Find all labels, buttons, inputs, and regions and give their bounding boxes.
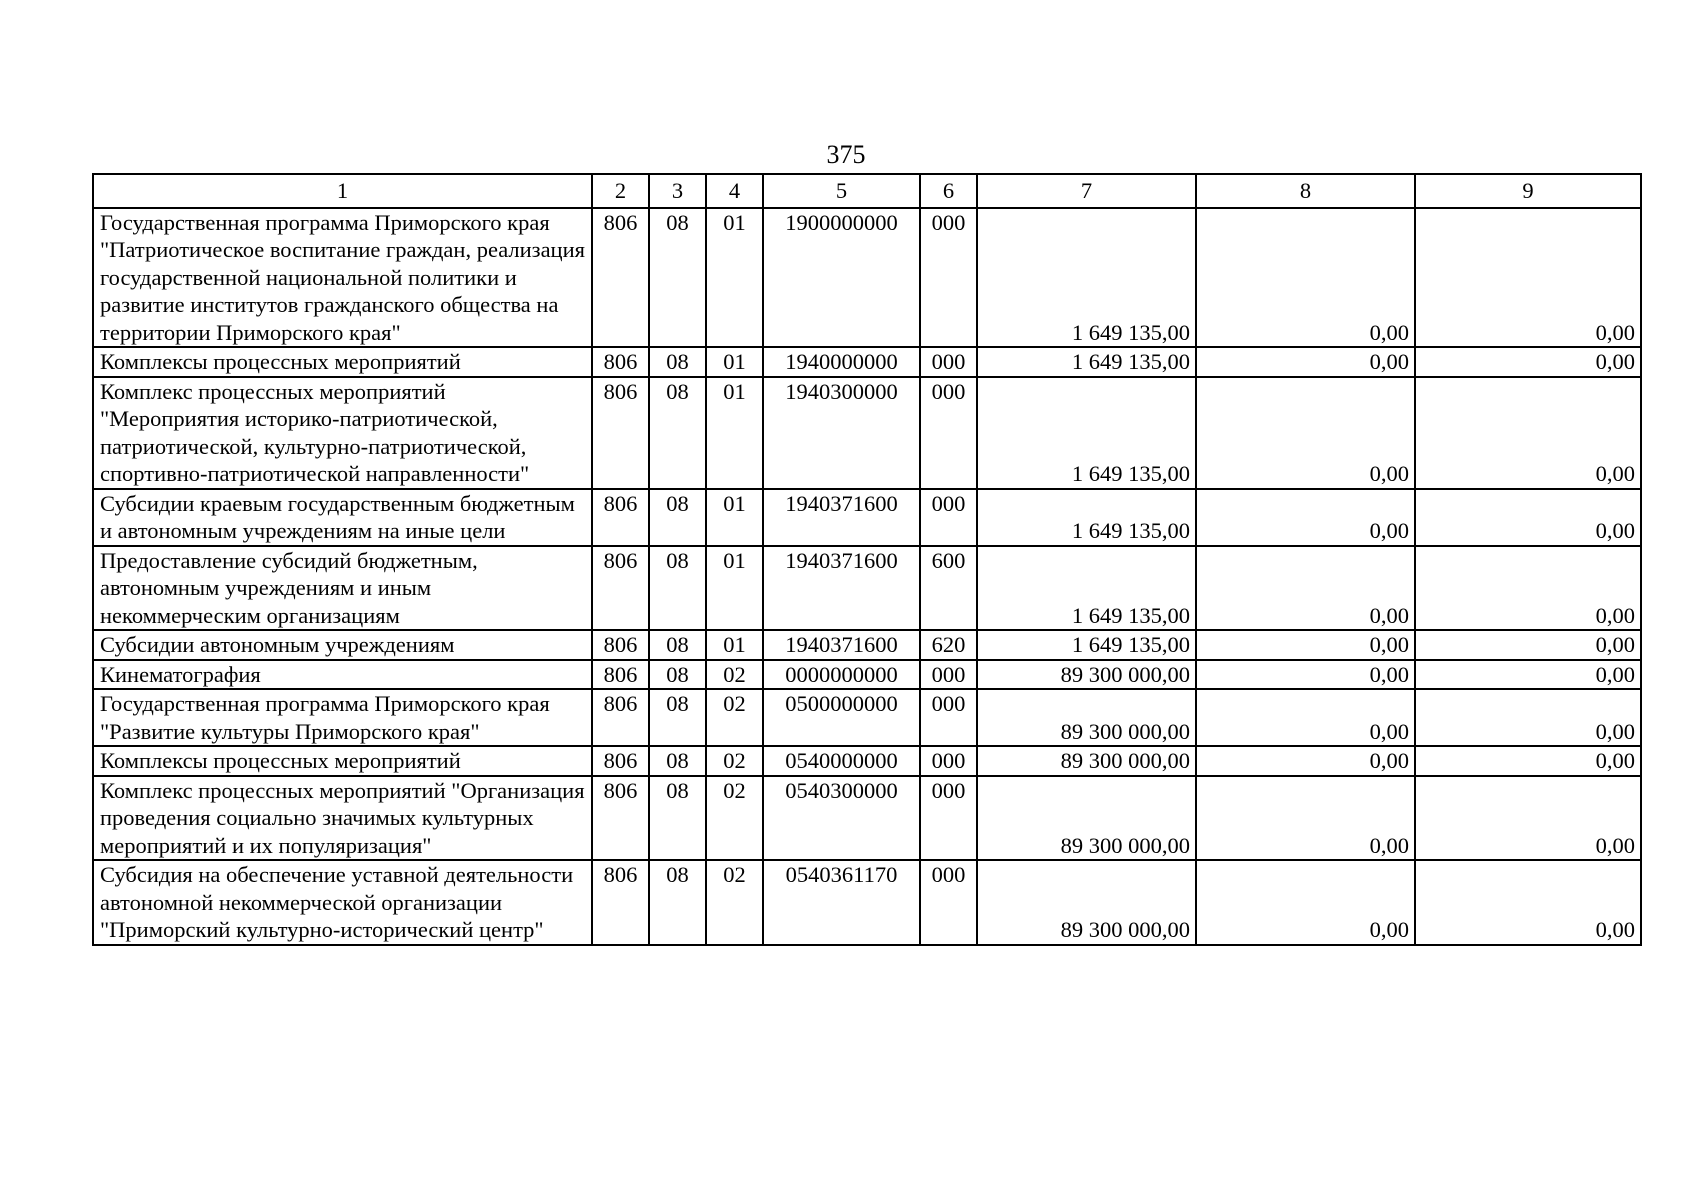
section-code: 08 (649, 689, 706, 746)
amount-col7: 1 649 135,00 (977, 347, 1196, 377)
amount-col8: 0,00 (1196, 689, 1415, 746)
budget-code: 806 (592, 689, 649, 746)
target-article-code: 0540000000 (763, 746, 920, 776)
header-row (93, 174, 1641, 208)
amount-col9: 0,00 (1415, 689, 1641, 746)
amount-col9: 0,00 (1415, 776, 1641, 861)
amount-col7: 1 649 135,00 (977, 377, 1196, 489)
row-name: Субсидии автономным учреждениям (93, 630, 592, 660)
amount-col7: 1 649 135,00 (977, 630, 1196, 660)
column-header: 4 (706, 174, 763, 208)
table-row (93, 689, 1641, 746)
subsection-code: 02 (706, 746, 763, 776)
table-row (93, 746, 1641, 776)
row-name: Государственная программа Приморского края "Развитие культуры Приморского края" (93, 689, 592, 746)
column-header: 6 (920, 174, 977, 208)
expense-type-code: 000 (920, 660, 977, 690)
target-article-code: 1900000000 (763, 208, 920, 348)
target-article-code: 1940371600 (763, 546, 920, 631)
target-article-code: 0500000000 (763, 689, 920, 746)
expense-type-code: 600 (920, 546, 977, 631)
budget-code: 806 (592, 630, 649, 660)
table-row (93, 546, 1641, 631)
amount-col8: 0,00 (1196, 860, 1415, 945)
row-name: Субсидии краевым государственным бюджетным и автономным учреждениям на иные цели (93, 489, 592, 546)
amount-col8: 0,00 (1196, 347, 1415, 377)
section-code: 08 (649, 489, 706, 546)
amount-col8: 0,00 (1196, 630, 1415, 660)
amount-col7: 89 300 000,00 (977, 776, 1196, 861)
table-row (93, 347, 1641, 377)
section-code: 08 (649, 860, 706, 945)
amount-col8: 0,00 (1196, 208, 1415, 348)
amount-col7: 1 649 135,00 (977, 489, 1196, 546)
table-row (93, 660, 1641, 690)
amount-col7: 89 300 000,00 (977, 860, 1196, 945)
section-code: 08 (649, 546, 706, 631)
section-code: 08 (649, 776, 706, 861)
amount-col9: 0,00 (1415, 746, 1641, 776)
column-header: 3 (649, 174, 706, 208)
expense-type-code: 000 (920, 489, 977, 546)
amount-col9: 0,00 (1415, 660, 1641, 690)
subsection-code: 01 (706, 208, 763, 348)
expense-type-code: 000 (920, 746, 977, 776)
amount-col7: 89 300 000,00 (977, 689, 1196, 746)
column-header: 2 (592, 174, 649, 208)
amount-col9: 0,00 (1415, 630, 1641, 660)
subsection-code: 02 (706, 689, 763, 746)
target-article-code: 0540300000 (763, 776, 920, 861)
subsection-code: 01 (706, 489, 763, 546)
target-article-code: 1940371600 (763, 489, 920, 546)
row-name: Кинематография (93, 660, 592, 690)
subsection-code: 01 (706, 546, 763, 631)
expense-type-code: 000 (920, 347, 977, 377)
expense-type-code: 000 (920, 776, 977, 861)
amount-col9: 0,00 (1415, 208, 1641, 348)
amount-col7: 1 649 135,00 (977, 208, 1196, 348)
budget-table (92, 173, 1642, 946)
budget-code: 806 (592, 377, 649, 489)
amount-col8: 0,00 (1196, 746, 1415, 776)
table-row (93, 489, 1641, 546)
target-article-code: 1940300000 (763, 377, 920, 489)
row-name: Субсидия на обеспечение уставной деятельности автономной некоммерческой организации "Приморский культурно-исторический центр" (93, 860, 592, 945)
amount-col9: 0,00 (1415, 377, 1641, 489)
subsection-code: 01 (706, 377, 763, 489)
section-code: 08 (649, 746, 706, 776)
budget-code: 806 (592, 347, 649, 377)
row-name: Комплекс процессных мероприятий "Мероприятия историко-патриотической, патриотической, культурно-патриотической, спортивно-патриотической направленности" (93, 377, 592, 489)
column-header: 9 (1415, 174, 1641, 208)
row-name: Комплекс процессных мероприятий "Организация проведения социально значимых культурных мероприятий и их популяризация" (93, 776, 592, 861)
subsection-code: 02 (706, 776, 763, 861)
table-row (93, 776, 1641, 861)
expense-type-code: 000 (920, 689, 977, 746)
subsection-code: 01 (706, 630, 763, 660)
column-header: 1 (93, 174, 592, 208)
table-row (93, 630, 1641, 660)
amount-col9: 0,00 (1415, 860, 1641, 945)
amount-col9: 0,00 (1415, 546, 1641, 631)
expense-type-code: 000 (920, 860, 977, 945)
subsection-code: 01 (706, 347, 763, 377)
table-row (93, 377, 1641, 489)
amount-col8: 0,00 (1196, 776, 1415, 861)
expense-type-code: 000 (920, 208, 977, 348)
budget-code: 806 (592, 860, 649, 945)
page-number: 375 (826, 140, 866, 169)
amount-col8: 0,00 (1196, 546, 1415, 631)
amount-col9: 0,00 (1415, 347, 1641, 377)
target-article-code: 1940371600 (763, 630, 920, 660)
subsection-code: 02 (706, 860, 763, 945)
column-header: 5 (763, 174, 920, 208)
row-name: Комплексы процессных мероприятий (93, 347, 592, 377)
expense-type-code: 000 (920, 377, 977, 489)
row-name: Предоставление субсидий бюджетным, автономным учреждениям и иным некоммерческим организациям (93, 546, 592, 631)
amount-col7: 1 649 135,00 (977, 546, 1196, 631)
table-row (93, 860, 1641, 945)
amount-col8: 0,00 (1196, 660, 1415, 690)
row-name: Государственная программа Приморского края "Патриотическое воспитание граждан, реализация государственной национальной политики и развитие институтов гражданского общества на территории Приморского края" (93, 208, 592, 348)
target-article-code: 0540361170 (763, 860, 920, 945)
section-code: 08 (649, 660, 706, 690)
target-article-code: 0000000000 (763, 660, 920, 690)
section-code: 08 (649, 208, 706, 348)
section-code: 08 (649, 347, 706, 377)
expense-type-code: 620 (920, 630, 977, 660)
amount-col9: 0,00 (1415, 489, 1641, 546)
column-header: 7 (977, 174, 1196, 208)
budget-code: 806 (592, 208, 649, 348)
budget-code: 806 (592, 546, 649, 631)
column-header: 8 (1196, 174, 1415, 208)
amount-col8: 0,00 (1196, 489, 1415, 546)
subsection-code: 02 (706, 660, 763, 690)
budget-code: 806 (592, 489, 649, 546)
budget-code: 806 (592, 746, 649, 776)
amount-col7: 89 300 000,00 (977, 746, 1196, 776)
amount-col8: 0,00 (1196, 377, 1415, 489)
budget-code: 806 (592, 776, 649, 861)
section-code: 08 (649, 630, 706, 660)
amount-col7: 89 300 000,00 (977, 660, 1196, 690)
table-row (93, 208, 1641, 348)
row-name: Комплексы процессных мероприятий (93, 746, 592, 776)
budget-code: 806 (592, 660, 649, 690)
target-article-code: 1940000000 (763, 347, 920, 377)
section-code: 08 (649, 377, 706, 489)
